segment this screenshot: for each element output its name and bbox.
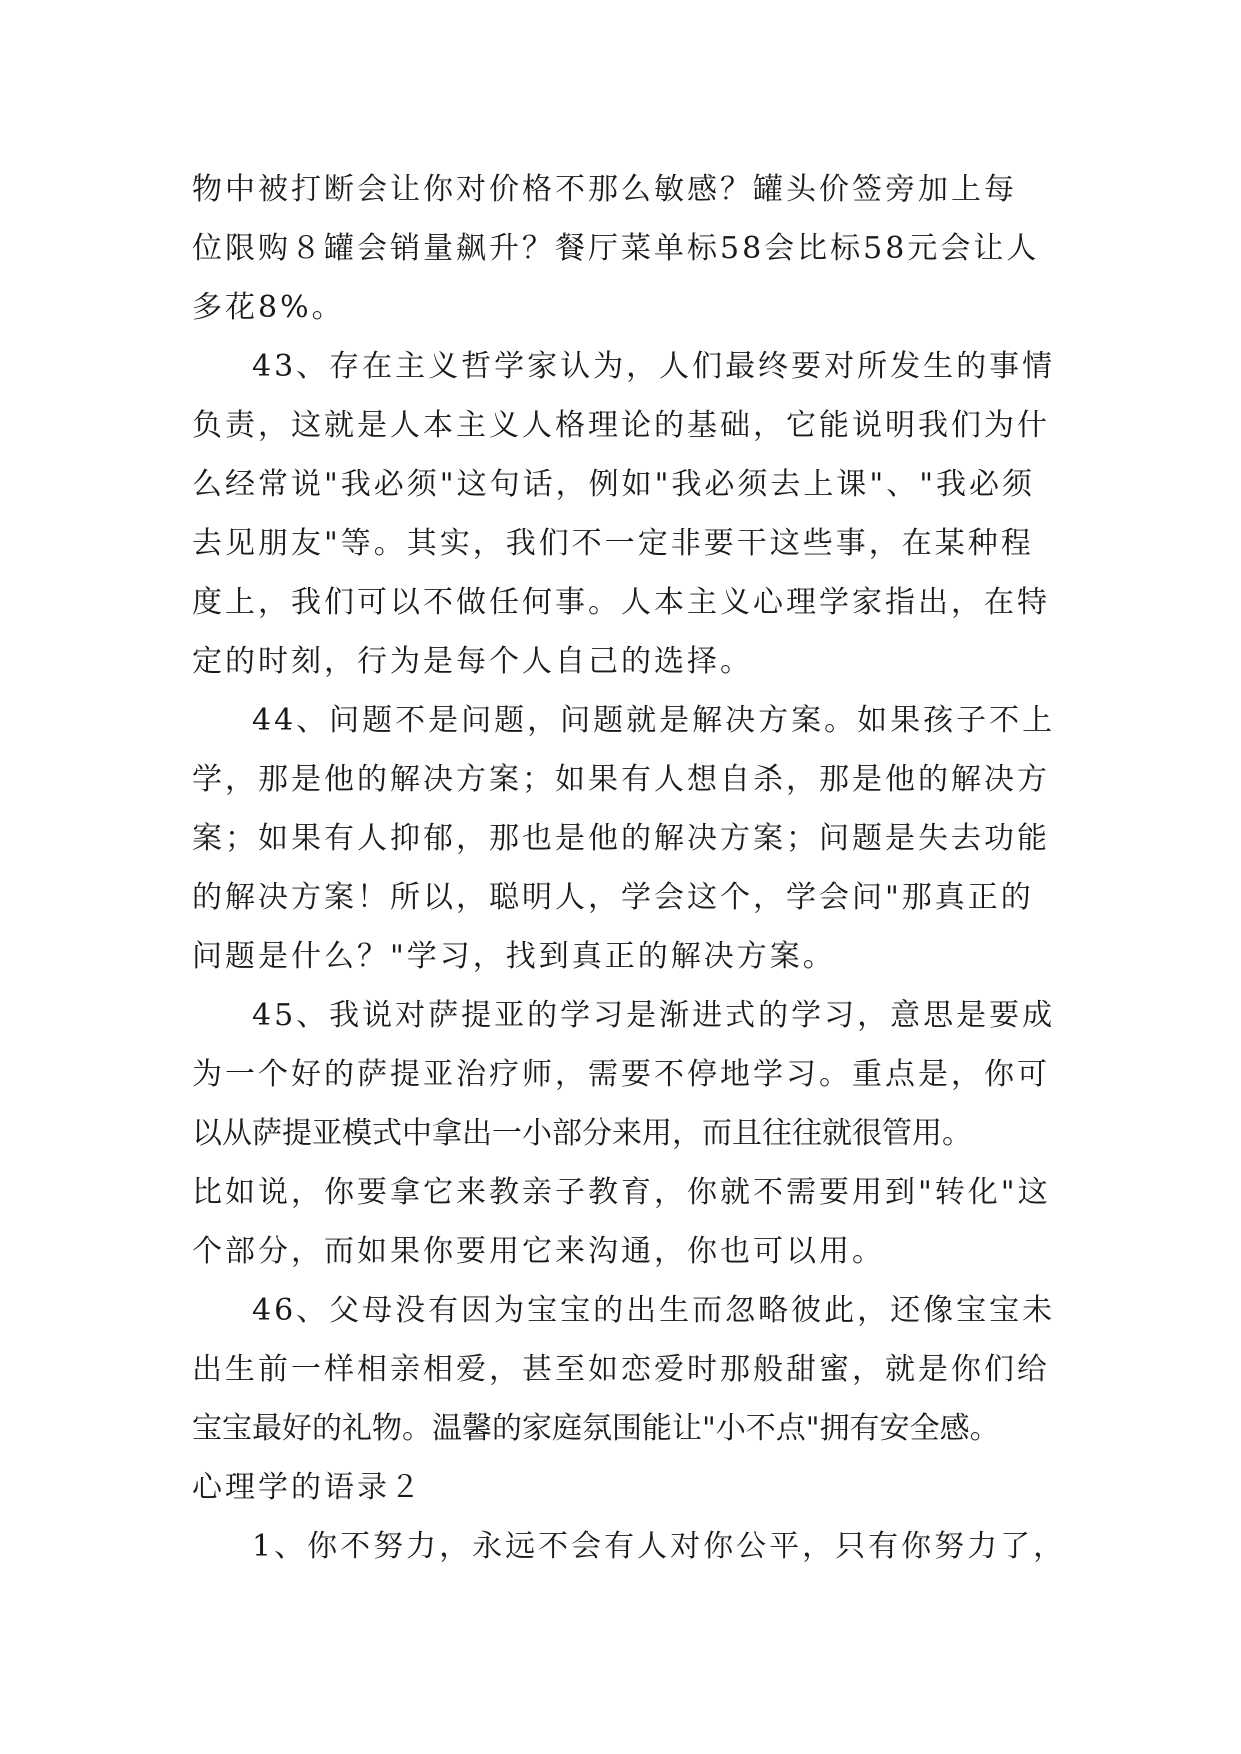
text-line: 负责，这就是人本主义人格理论的基础，它能说明我们为什	[192, 408, 1050, 443]
text-line: 学，那是他的解决方案；如果有人想自杀，那是他的解决方	[192, 762, 1050, 797]
text-line: 物中被打断会让你对价格不那么敏感？罐头价签旁加上每	[192, 172, 1017, 207]
text-line: 位限购８罐会销量飙升？餐厅菜单标58会比标58元会让人	[192, 231, 1040, 266]
text-line: 案；如果有人抑郁，那也是他的解决方案；问题是失去功能	[192, 821, 1050, 856]
paragraph-45-start: 45、我说对萨提亚的学习是渐进式的学习，意思是要成	[252, 998, 1056, 1033]
text-line: 去见朋友"等。其实，我们不一定非要干这些事，在某种程	[192, 526, 1034, 561]
text-line: 为一个好的萨提亚治疗师，需要不停地学习。重点是，你可	[192, 1057, 1050, 1092]
text-line: 出生前一样相亲相爱，甚至如恋爱时那般甜蜜，就是你们给	[192, 1352, 1050, 1387]
text-line: 多花8%。	[192, 290, 345, 325]
paragraph-43-start: 43、存在主义哲学家认为，人们最终要对所发生的事情	[252, 349, 1056, 384]
text-line: 么经常说"我必须"这句话，例如"我必须去上课"、"我必须	[192, 467, 1035, 502]
text-line: 个部分，而如果你要用它来沟通，你也可以用。	[192, 1234, 885, 1269]
paragraph-1-start: 1、你不努力，永远不会有人对你公平，只有你努力了，	[252, 1529, 1067, 1564]
text-line: 的解决方案！所以，聪明人，学会这个，学会问"那真正的	[192, 880, 1034, 915]
document-body	[192, 160, 1072, 1576]
paragraph-44-start: 44、问题不是问题，问题就是解决方案。如果孩子不上	[252, 703, 1056, 738]
paragraph-46-start: 46、父母没有因为宝宝的出生而忽略彼此，还像宝宝未	[252, 1293, 1056, 1328]
text-line: 以从萨提亚模式中拿出一小部分来用，而且往往就很管用。	[192, 1116, 972, 1151]
text-line: 问题是什么？"学习，找到真正的解决方案。	[192, 939, 836, 974]
text-line: 定的时刻，行为是每个人自己的选择。	[192, 644, 753, 679]
section-heading: 心理学的语录２	[192, 1470, 423, 1505]
text-line: 宝宝最好的礼物。温馨的家庭氛围能让"小不点"拥有安全感。	[192, 1411, 1000, 1446]
text-line: 比如说，你要拿它来教亲子教育，你就不需要用到"转化"这	[192, 1175, 1051, 1210]
text-line: 度上，我们可以不做任何事。人本主义心理学家指出，在特	[192, 585, 1050, 620]
